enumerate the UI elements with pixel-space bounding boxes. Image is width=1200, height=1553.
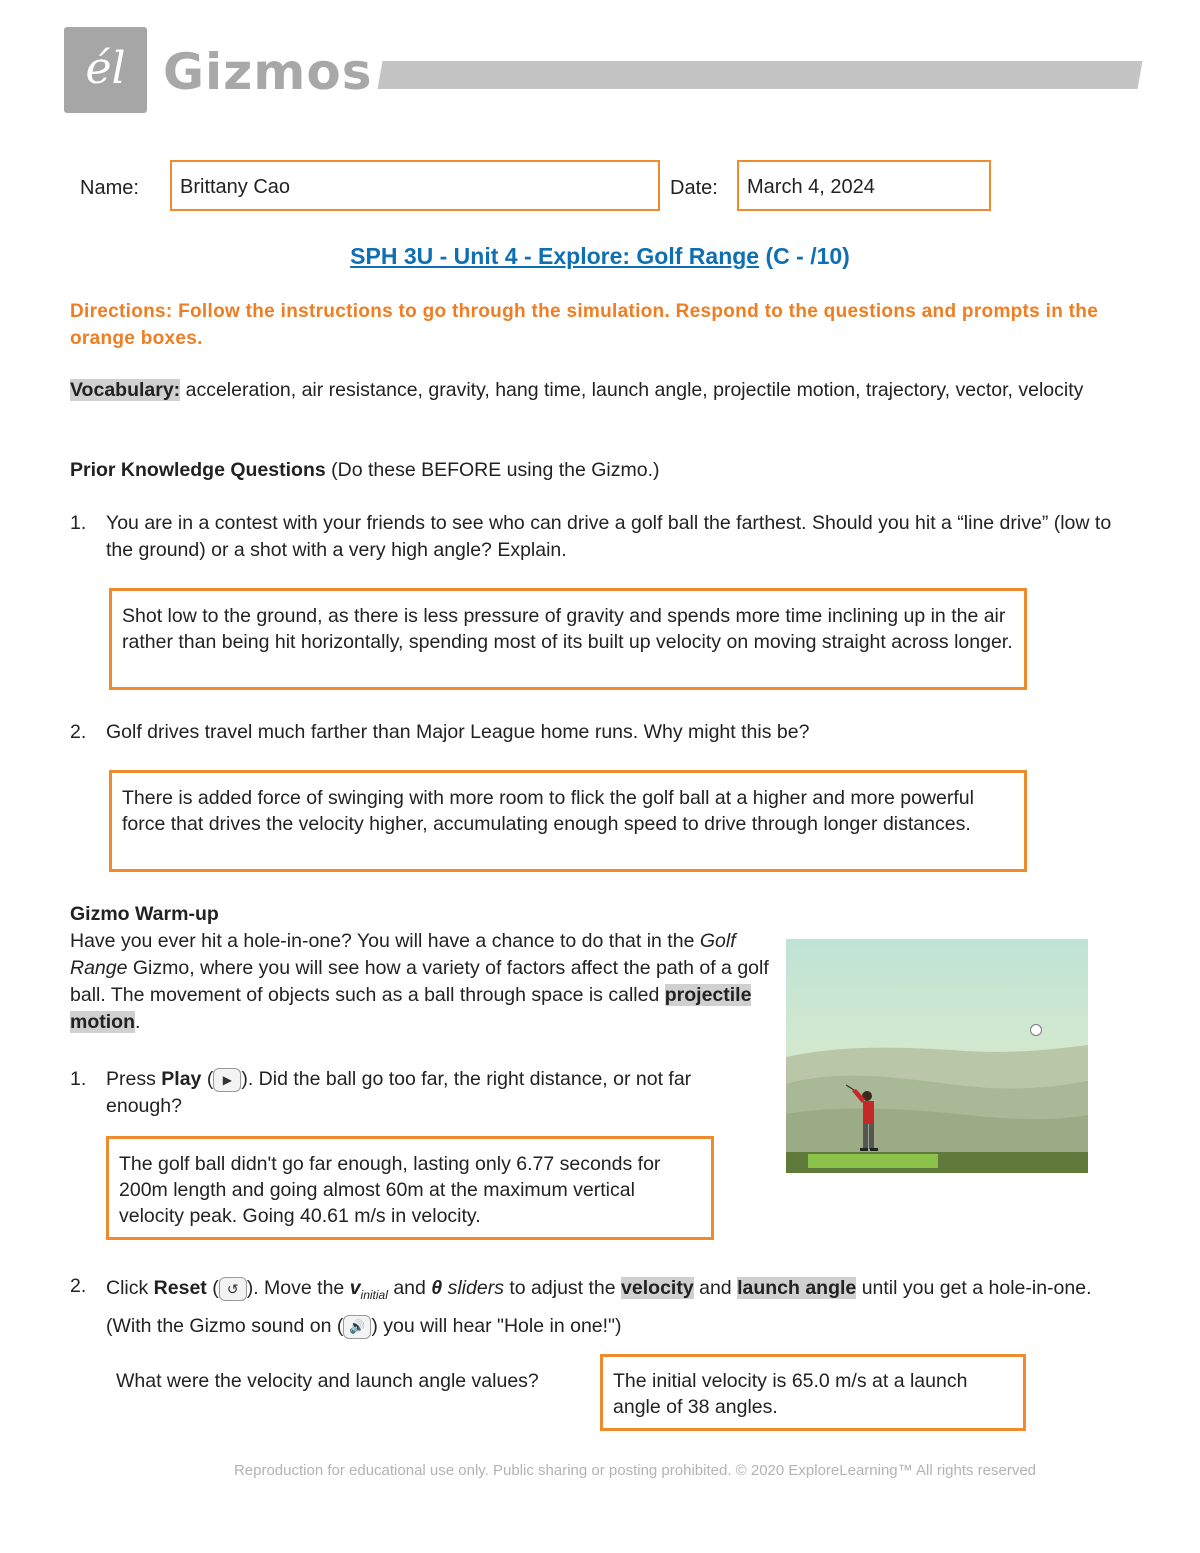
v-subscript: initial xyxy=(360,1287,388,1302)
warmup-q2-number: 2. xyxy=(70,1275,87,1297)
play-icon[interactable]: ▶ xyxy=(213,1068,241,1092)
vocabulary-terms: acceleration, air resistance, gravity, hang time, launch angle, projectile motion, trajectory, vector, velocity xyxy=(185,379,1084,401)
answer-box-warmup-2[interactable] xyxy=(600,1354,1026,1431)
reset-label: Reset xyxy=(153,1277,207,1299)
warmup-intro-part2: Gizmo, where you will see how a variety of factors affect the path of a golf ball. The movement of objects such as a ball through space is called xyxy=(70,957,769,1006)
title-link[interactable]: SPH 3U - Unit 4 - Explore: Golf Range xyxy=(350,243,760,269)
warmup-intro-part1: Have you ever hit a hole-in-one? You will have a chance to do that in the xyxy=(70,930,695,952)
date-field[interactable] xyxy=(737,160,991,211)
logo-glyph: él xyxy=(85,43,126,94)
warmup-q2-mid2: to adjust the xyxy=(509,1277,616,1299)
question-1-number: 1. xyxy=(70,512,87,534)
footer-copyright: Reproduction for educational use only. Public sharing or posting prohibited. © 2020 ExploreLearning™ All rights reserved xyxy=(233,1462,1037,1479)
page-title xyxy=(0,241,1200,271)
brand-name: Gizmos xyxy=(163,43,373,101)
answer-box-1[interactable] xyxy=(109,588,1027,690)
question-2-text: Golf drives travel much farther than Major League home runs. Why might this be? xyxy=(106,721,810,743)
golf-scene-svg xyxy=(786,939,1088,1173)
warmup-q1-text: Press Play ( ▶ ). Did the ball go too far, the right distance, or not far enough? xyxy=(106,1068,692,1117)
warmup-heading: Gizmo Warm-up xyxy=(70,903,219,925)
date-label: Date: xyxy=(670,177,718,199)
answer-1-text: Shot low to the ground, as there is less pressure of gravity and spends more time inclining up in the air rather than being hit horizontally, spending most of its built up velocity on moving straight across longer. xyxy=(122,605,1013,653)
warmup-q1-number: 1. xyxy=(70,1068,87,1090)
gizmo-name: Golf Range xyxy=(70,930,736,979)
and-2: and xyxy=(699,1277,732,1299)
warmup-answer-2-text: The initial velocity is 65.0 m/s at a launch angle of 38 angles. xyxy=(613,1370,968,1418)
name-label: Name: xyxy=(80,177,139,199)
prior-knowledge-title: Prior Knowledge Questions xyxy=(70,459,326,481)
name-value: Brittany Cao xyxy=(180,176,291,198)
projectile-motion-term: projectile motion xyxy=(70,984,752,1033)
play-label: Play xyxy=(161,1068,202,1090)
prior-knowledge-heading xyxy=(70,457,1070,484)
vocabulary-label: Vocabulary: xyxy=(70,379,181,401)
header-bar xyxy=(378,61,1143,89)
title-score: (C - /10) xyxy=(765,243,850,269)
date-value: March 4, 2024 xyxy=(747,176,875,198)
warmup-q2-mid3: until you get a hole-in-one. (With the Gizmo sound on ( xyxy=(106,1277,1092,1337)
warmup-intro xyxy=(70,928,778,1036)
vocabulary xyxy=(70,377,1135,404)
name-field[interactable] xyxy=(170,160,660,211)
launch-angle-term: launch angle xyxy=(737,1277,857,1299)
sound-icon[interactable]: 🔊 xyxy=(343,1315,371,1339)
question-2-number: 2. xyxy=(70,721,87,743)
warmup-q1-post: ). Did the ball go too far, the right distance, or not far enough? xyxy=(106,1068,692,1117)
warmup-intro-end: . xyxy=(134,1011,141,1033)
warmup-q1-pre: Press xyxy=(106,1068,156,1090)
prior-knowledge-note: (Do these BEFORE using the Gizmo.) xyxy=(331,459,660,481)
velocity-term: velocity xyxy=(621,1277,694,1299)
answer-box-2[interactable] xyxy=(109,770,1027,872)
warmup-q2-mid1: ). Move the xyxy=(246,1277,345,1299)
warmup-q2-text: Click Reset ( ↺ ). Move the $v_{initial}$ and θ sliders to adjust the velocity and launch angle until you get a hole-in-one. (With the Gizmo sound on ( 🔊 ) you will hear "Hole in one!") xyxy=(106,1277,1092,1337)
reset-icon[interactable]: ↺ xyxy=(219,1277,247,1301)
explorelearning-logo xyxy=(64,27,147,113)
sliders-word: sliders xyxy=(447,1277,504,1299)
answer-2-text: There is added force of swinging with more room to flick the golf ball at a higher and more powerful force that drives the velocity higher, accumulating enough speed to drive through longer distances. xyxy=(122,787,974,835)
v-symbol: v xyxy=(349,1277,361,1299)
question-1-text: You are in a contest with your friends to see who can drive a golf ball the farthest. Should you hit a “line drive” (low to the ground) or a shot with a very high angle? Explain. xyxy=(106,512,1112,561)
theta-symbol: θ xyxy=(431,1277,443,1299)
warmup-q2-prompt: What were the velocity and launch angle values? xyxy=(116,1370,539,1392)
warmup-q2-end: ) you will hear "Hole in one!") xyxy=(371,1314,622,1337)
golf-range-illustration xyxy=(786,939,1088,1173)
directions: Directions: Follow the instructions to go through the simulation. Respond to the questions and prompts in the orange boxes. xyxy=(70,301,1099,349)
answer-box-warmup-1[interactable] xyxy=(106,1136,714,1240)
and-1: and xyxy=(393,1277,426,1299)
warmup-q2-pre: Click xyxy=(106,1277,149,1299)
warmup-answer-1-text: The golf ball didn't go far enough, lasting only 6.77 seconds for 200m length and going almost 60m at the maximum vertical velocity peak. Going 40.61 m/s in velocity. xyxy=(119,1153,661,1227)
